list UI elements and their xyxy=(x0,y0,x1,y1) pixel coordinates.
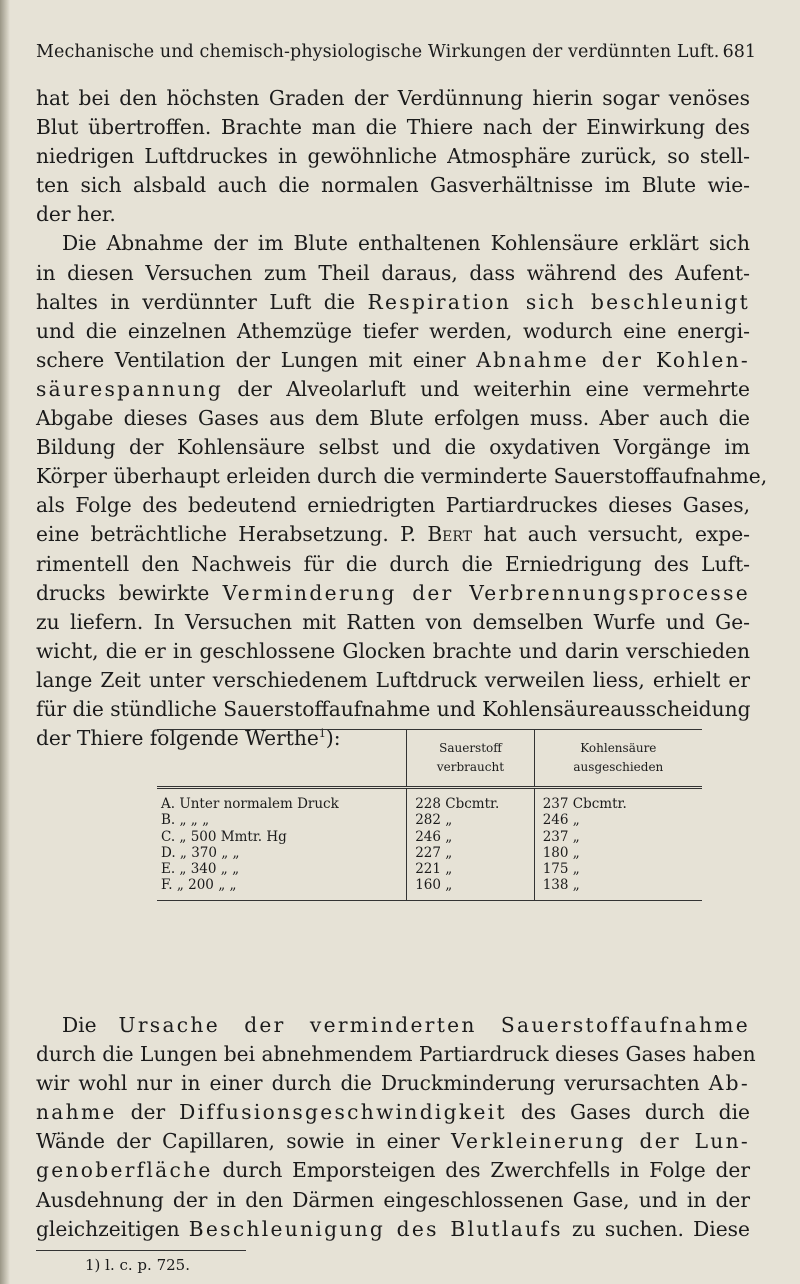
table-row xyxy=(157,829,702,845)
oxygen-value: 246 „ xyxy=(407,829,535,845)
footnote-ref: 1 xyxy=(318,727,326,741)
spaced-emphasis: Beschleunigung des Blutlaufs xyxy=(188,1216,563,1241)
co2-value: 175 „ xyxy=(534,861,702,877)
text-run: Die xyxy=(62,1013,119,1037)
text-run: eine beträchtliche Herabsetzung. P. xyxy=(36,522,428,547)
text-run: hat auch versucht, expe- xyxy=(472,522,750,547)
spaced-emphasis: Ab- xyxy=(708,1071,750,1096)
spaced-emphasis: Ursache der verminderten Sauerstoffaufnahme xyxy=(118,1013,750,1037)
table-row xyxy=(157,845,702,861)
body-text-top xyxy=(36,84,768,753)
oxygen-value: 221 „ xyxy=(407,861,535,877)
text-line xyxy=(36,1011,750,1040)
spaced-emphasis: genoberfläche xyxy=(36,1158,213,1183)
text-line: für die stündliche Sauerstoffaufnahme und Kohlensäureausscheidung xyxy=(36,696,751,721)
spaced-emphasis: Abnahme der Kohlen- xyxy=(476,347,750,372)
text-line: zu liefern. In Versuchen mit Ratten von demselben Wurfe und Ge- xyxy=(36,609,750,634)
text-run: schere Ventilation der Lungen mit einer xyxy=(36,347,477,372)
header-text: verbraucht xyxy=(436,760,505,774)
text-line: Blut übertroffen. Brachte man die Thiere nach der Einwirkung des xyxy=(36,115,750,140)
text-line: lange Zeit unter verschiedenem Luftdruck verweilen liess, erhielt er xyxy=(36,667,750,692)
table-header-row xyxy=(157,730,702,788)
text-line xyxy=(36,579,750,608)
text-line: hat bei den höchsten Graden der Verdünnung hierin sogar venöses xyxy=(36,86,750,110)
text-line xyxy=(36,1127,750,1156)
row-label: A. Unter normalem Druck xyxy=(161,796,339,812)
running-header xyxy=(36,42,756,62)
table-header-oxygen xyxy=(407,730,535,788)
oxygen-value: 228 Cbcmtr. xyxy=(407,788,535,813)
table-row xyxy=(157,812,702,828)
running-title: Mechanische und chemisch-physiologische Wirkungen der verdünnten Luft. xyxy=(36,42,720,62)
oxygen-value: 160 „ xyxy=(407,877,535,900)
header-text: Kohlensäure xyxy=(580,741,657,755)
oxygen-value: 227 „ xyxy=(407,845,535,861)
text-run: Wände der Capillaren, sowie in einer xyxy=(36,1129,452,1154)
footnote-divider xyxy=(36,1250,246,1251)
text-run: des Gases durch die xyxy=(506,1100,751,1125)
text-line xyxy=(36,346,750,375)
spaced-emphasis: Verkleinerung der Lun- xyxy=(451,1129,751,1154)
text-run: zu suchen. Diese xyxy=(562,1216,750,1241)
text-run: durch Emporsteigen des Zwerchfells in Folge der xyxy=(212,1158,750,1183)
row-label: C. „ 500 Mmtr. Hg xyxy=(161,828,287,845)
table-header-co2 xyxy=(534,730,702,788)
spaced-emphasis: Verminderung der Verbrennungsprocesse xyxy=(222,580,750,605)
row-label: B. „ „ „ xyxy=(161,812,210,829)
co2-value: 237 „ xyxy=(534,829,702,845)
text-line: und die einzelnen Athemzüge tiefer werden, wodurch eine energi- xyxy=(36,318,750,343)
table-row xyxy=(157,877,702,900)
row-label: D. „ 370 „ „ xyxy=(161,844,240,861)
text-run: der xyxy=(116,1100,180,1125)
row-label: F. „ 200 „ „ xyxy=(157,877,407,900)
text-line: als Folge des bedeutend erniedrigten Partiardruckes dieses Gases, xyxy=(36,493,750,518)
table-row xyxy=(157,788,702,813)
results-table xyxy=(157,729,702,901)
body-text-bottom xyxy=(36,1011,756,1244)
text-line: in diesen Versuchen zum Theil daraus, dass während des Aufent- xyxy=(36,260,750,285)
text-run: ): xyxy=(325,726,341,751)
text-run: der Alveolarluft und weiterhin eine vermehrte xyxy=(223,376,750,401)
text-line: der her. xyxy=(36,202,116,227)
co2-value: 237 Cbcmtr. xyxy=(534,788,702,813)
text-line: Ausdehnung der in den Därmen eingeschlossenen Gase, und in der xyxy=(36,1187,750,1212)
co2-value: 246 „ xyxy=(534,812,702,828)
page-number: 681 xyxy=(722,42,756,62)
text-line: niedrigen Luftdruckes in gewöhnliche Atmosphäre zurück, so stell- xyxy=(36,144,750,169)
text-line: wicht, die er in geschlossene Glocken brachte und darin verschieden xyxy=(36,638,750,663)
author-name: Bert xyxy=(427,522,473,547)
text-line xyxy=(36,288,750,317)
text-line: durch die Lungen bei abnehmendem Partiardruck dieses Gases haben xyxy=(36,1042,756,1067)
text-run: haltes in verdünnter Luft die xyxy=(36,289,368,314)
text-line xyxy=(36,520,750,549)
oxygen-value: 282 „ xyxy=(407,812,535,828)
text-run: gleichzeitigen xyxy=(36,1216,189,1241)
text-line xyxy=(36,1069,750,1098)
text-line: Bildung der Kohlensäure selbst und die oxydativen Vorgänge im xyxy=(36,435,750,460)
text-line xyxy=(36,375,750,404)
spaced-emphasis: Diffusionsgeschwindigkeit xyxy=(179,1100,507,1125)
text-line: Abgabe dieses Gases aus dem Blute erfolgen muss. Aber auch die xyxy=(36,406,750,431)
spaced-emphasis: Respiration sich beschleunigt xyxy=(367,289,750,314)
text-line xyxy=(36,1098,750,1127)
header-text: Sauerstoff xyxy=(439,741,502,755)
footnote: 1) l. c. p. 725. xyxy=(85,1256,190,1274)
text-line xyxy=(36,1215,750,1244)
spaced-emphasis: nahme xyxy=(36,1100,117,1125)
table-header-blank xyxy=(157,730,407,788)
spaced-emphasis: säurespannung xyxy=(36,376,224,401)
text-run: wir wohl nur in einer durch die Druckminderung verursachten xyxy=(36,1071,709,1096)
page-spine-shadow xyxy=(0,0,10,1284)
text-line: Körper überhaupt erleiden durch die verminderte Sauerstoffaufnahme, xyxy=(36,464,768,489)
text-line: ten sich alsbald auch die normalen Gasverhältnisse im Blute wie- xyxy=(36,173,750,198)
text-run: drucks bewirkte xyxy=(36,580,223,605)
co2-value: 180 „ xyxy=(534,845,702,861)
text-run: der Thiere folgende Werthe xyxy=(36,726,319,751)
text-line: rimentell den Nachweis für die durch die Erniedrigung des Luft- xyxy=(36,551,750,576)
header-text: ausgeschieden xyxy=(573,760,664,774)
text-line: Die Abnahme der im Blute enthaltenen Kohlensäure erklärt sich xyxy=(62,231,750,256)
row-label: E. „ 340 „ „ xyxy=(161,861,240,878)
co2-value: 138 „ xyxy=(534,877,702,900)
table-row xyxy=(157,861,702,877)
text-line xyxy=(36,1156,750,1185)
